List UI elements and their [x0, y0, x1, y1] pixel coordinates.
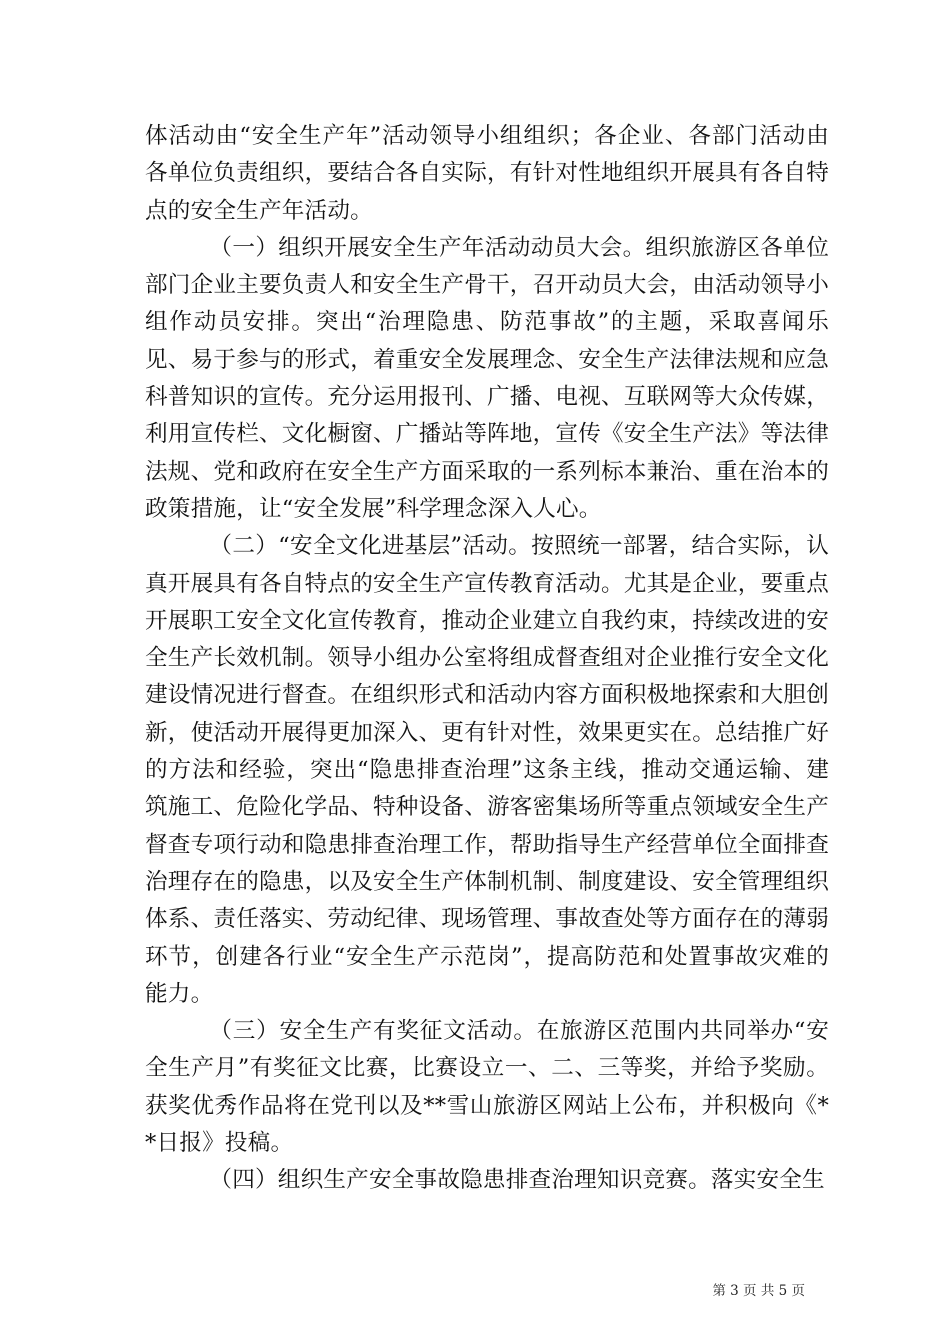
- page-number-footer: 第 3 页 共 5 页: [712, 1283, 805, 1299]
- document-body: [145, 118, 829, 1200]
- paragraph-4: （三）安全生产有奖征文活动。在旅游区范围内共同举办“安全生产月”有奖征文比赛，比赛设立一、二、三等奖，并给予奖励。获奖优秀作品将在党刊以及**雪山旅游区网站上公布，并积极向《**日报》投稿。: [145, 1018, 829, 1157]
- paragraph-1: 体活动由“安全生产年”活动领导小组组织；各企业、各部门活动由各单位负责组织，要结合各自实际，有针对性地组织开展具有各自特点的安全生产年活动。: [145, 123, 829, 224]
- paragraph-5: （四）组织生产安全事故隐患排查治理知识竞赛。落实安全生: [209, 1167, 825, 1194]
- paragraph-3: （二）“安全文化进基层”活动。按照统一部署，结合实际，认真开展具有各自特点的安全生产宣传教育活动。尤其是企业，要重点开展职工安全文化宣传教育，推动企业建立自我约束，持续改进的安全生产长效机制。领导小组办公室将组成督查组对企业推行安全文化建设情况进行督查。在组织形式和活动内容方面积极地探索和大胆创新，使活动开展得更加深入、更有针对性，效果更实在。总结推广好的方法和经验，突出“隐患排查治理”这条主线，推动交通运输、建筑施工、危险化学品、特种设备、游客密集场所等重点领域安全生产督查专项行动和隐患排查治理工作，帮助指导生产经营单位全面排查治理存在的隐患，以及安全生产体制机制、制度建设、安全管理组织体系、责任落实、劳动纪律、现场管理、事故查处等方面存在的薄弱环节，创建各行业“安全生产示范岗”，提高防范和处置事故灾难的能力。: [145, 533, 829, 1007]
- paragraph-2: （一）组织开展安全生产年活动动员大会。组织旅游区各单位部门企业主要负责人和安全生产骨干，召开动员大会，由活动领导小组作动员安排。突出“治理隐患、防范事故”的主题，采取喜闻乐见、易于参与的形式，着重安全发展理念、安全生产法律法规和应急科普知识的宣传。充分运用报刊、广播、电视、互联网等大众传媒，利用宣传栏、文化橱窗、广播站等阵地，宣传《安全生产法》等法律法规、党和政府在安全生产方面采取的一系列标本兼治、重在治本的政策措施，让“安全发展”科学理念深入人心。: [145, 234, 829, 522]
